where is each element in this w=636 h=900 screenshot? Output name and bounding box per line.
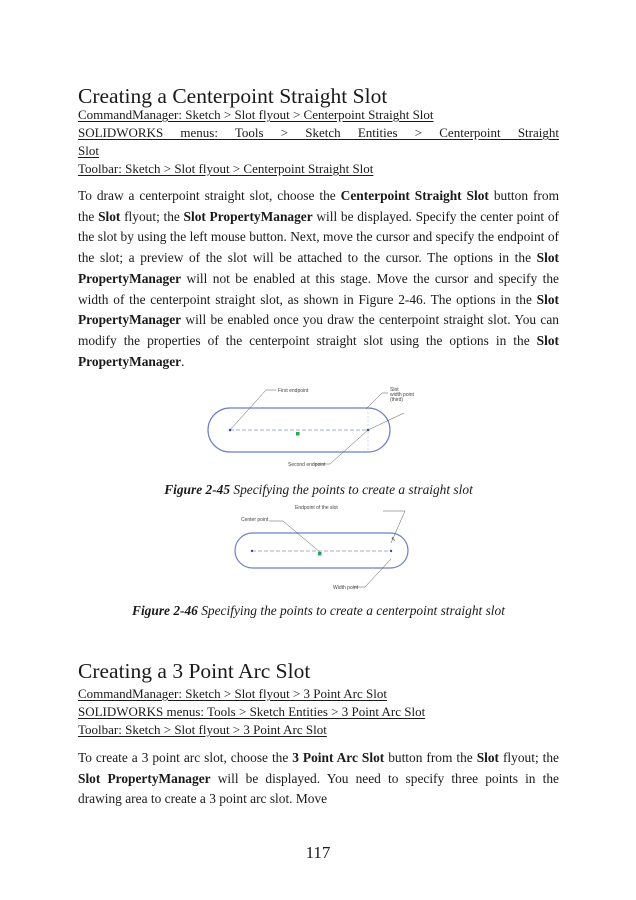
body-paragraph-arc-slot: To create a 3 point arc slot, choose the 3 Point Arc Slot button from the Slot flyout; the Slot PropertyManager will be displayed. You need to specify three points in the drawing area to create a 3 point arc slot. Move: [78, 750, 559, 807]
callout-first-endpoint: First endpoint: [278, 388, 309, 394]
figure-2-45-diagram: [206, 385, 431, 470]
figure-2-46-caption: Figure 2-46 Specifying the points to create a centerpoint straight slot: [132, 603, 505, 618]
center-point-marker: [318, 552, 322, 556]
callout-width-point: Width point: [333, 585, 359, 591]
callout-width-point-2: width point: [390, 392, 414, 398]
midpoint-marker: [296, 432, 300, 436]
body-paragraph-centerpoint: To draw a centerpoint straight slot, choose the Centerpoint Straight Slot button from the Slot flyout; the Slot PropertyManager will be displayed. Specify the center point of the slot by using the left mouse button. Next, move the cursor and specify the endpoint of the slot; a preview of the slot will be attached to the cursor. The options in the Slot PropertyManager will not be enabled at this stage. Move the cursor and specify the width of the centerpoint straight slot, as shown in Figure 2-46. The options in the Slot PropertyManager will be enabled once you draw the centerpoint straight slot. You can modify the properties of the centerpoint straight slot using the options in the Slot PropertyManager.: [78, 188, 559, 369]
callout-width-point-3: (third): [390, 397, 404, 403]
nav-commandmanager: CommandManager: Sketch > Slot flyout > 3 Point Arc Slot: [78, 686, 387, 701]
section-heading-centerpoint-straight-slot: Creating a Centerpoint Straight Slot: [78, 84, 388, 108]
nav-toolbar: Toolbar: Sketch > Slot flyout > Centerpoint Straight Slot: [78, 161, 374, 176]
figure-2-45-caption: Figure 2-45 Specifying the points to create a straight slot: [164, 482, 473, 497]
svg-text:↖: ↖: [391, 537, 397, 543]
callout-second-endpoint: Second endpoint: [288, 462, 326, 468]
nav-menus-line2: Slot: [78, 143, 99, 158]
callout-width-point-1: Slot: [390, 387, 399, 393]
figure-2-46-diagram: [233, 503, 423, 593]
nav-menus-line1: SOLIDWORKS menus: Tools > Sketch Entities > Centerpoint Straight: [78, 125, 559, 140]
command-paths-arc-slot: [78, 685, 559, 739]
callout-endpoint: Endpoint of the slot: [295, 505, 338, 511]
command-paths-centerpoint: [78, 106, 559, 178]
left-endpoint-marker: [251, 550, 253, 552]
callout-center-point: Center point: [241, 517, 269, 523]
slot-outline: [235, 533, 408, 568]
nav-commandmanager: CommandManager: Sketch > Slot flyout > Centerpoint Straight Slot: [78, 107, 434, 122]
section-heading-3-point-arc-slot: Creating a 3 Point Arc Slot: [78, 659, 311, 683]
page-number: 117: [305, 843, 331, 862]
nav-menus: SOLIDWORKS menus: Tools > Sketch Entities > 3 Point Arc Slot: [78, 704, 426, 719]
right-endpoint-marker: [390, 550, 392, 552]
nav-toolbar: Toolbar: Sketch > Slot flyout > 3 Point Arc Slot: [78, 722, 327, 737]
